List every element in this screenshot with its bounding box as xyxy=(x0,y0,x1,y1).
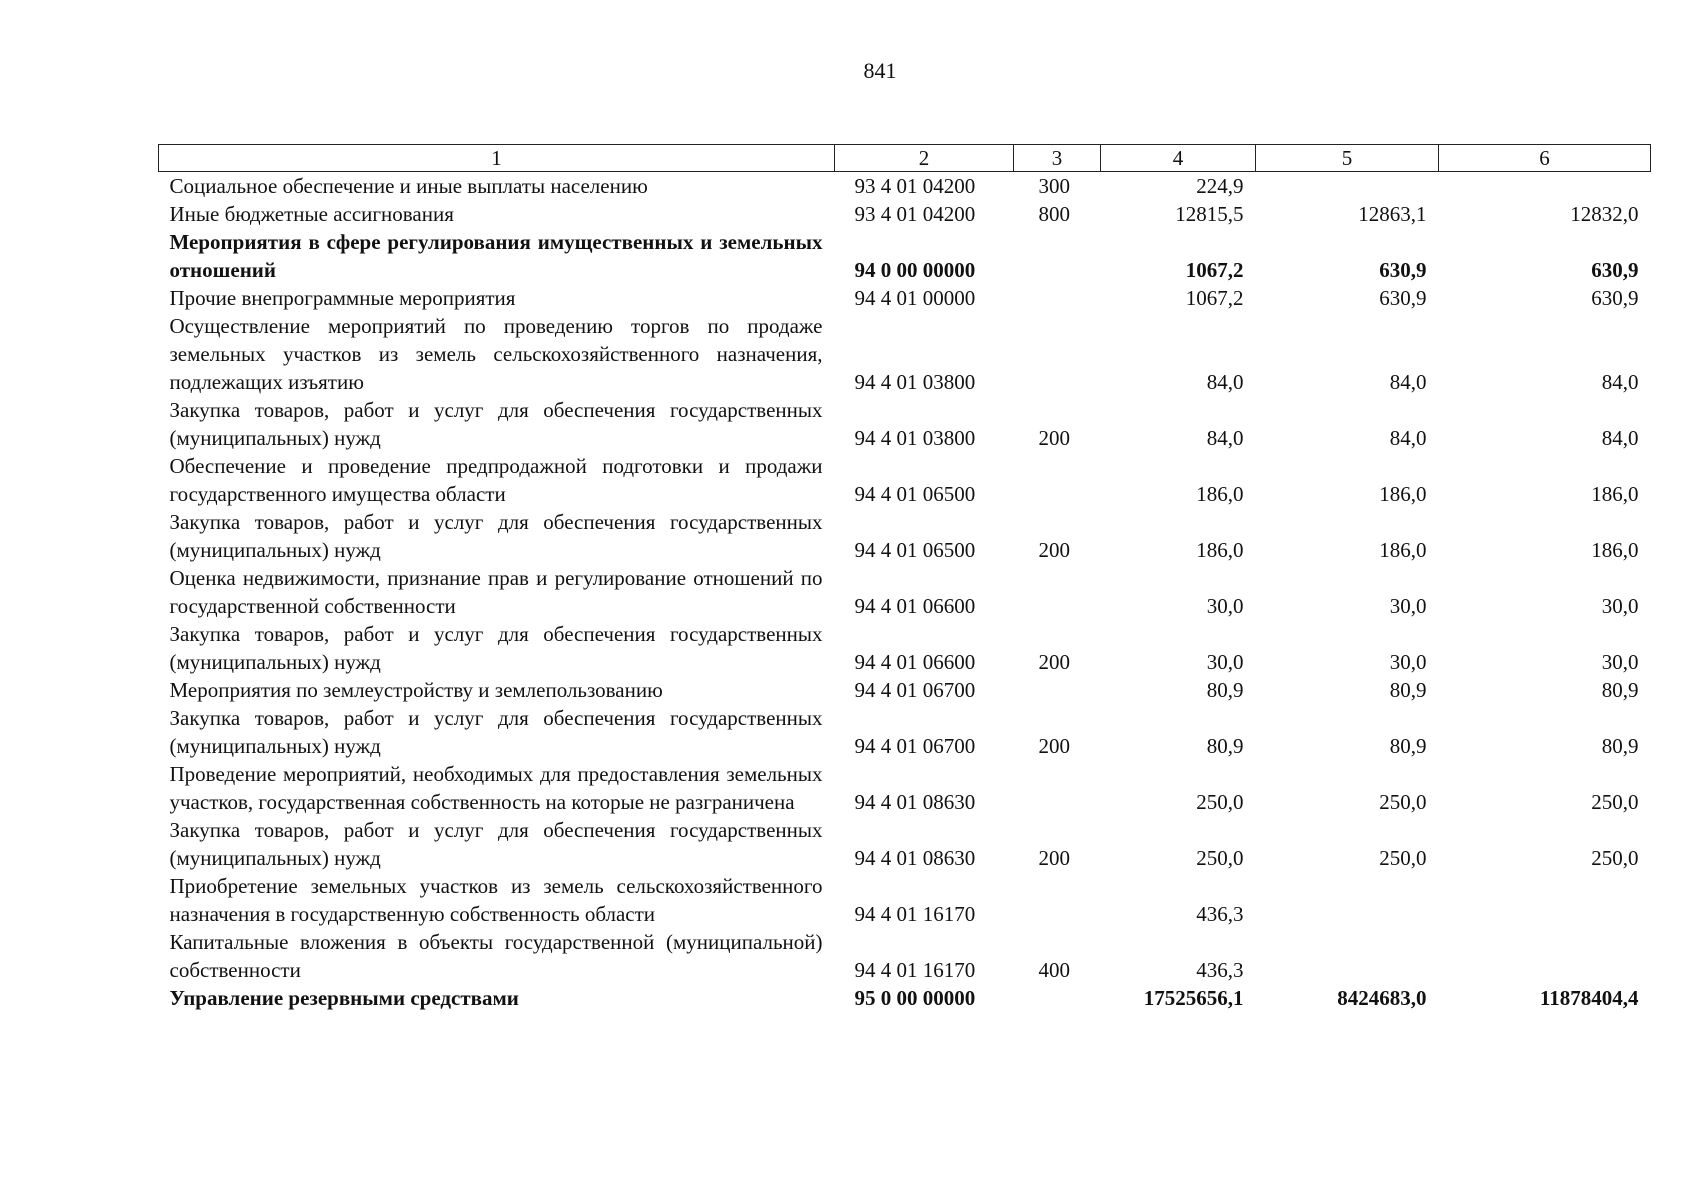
table-row xyxy=(159,172,1651,201)
amount-col-5: 84,0 xyxy=(1389,426,1427,450)
item-name: Прочие внепрограммные мероприятия xyxy=(169,286,516,310)
expense-type xyxy=(1014,312,1101,396)
budget-code: 94 4 01 06500 xyxy=(854,538,976,562)
amount-col-4: 1067,2 xyxy=(1185,286,1244,310)
budget-code: 93 4 01 04200 xyxy=(854,174,976,198)
amount-col-4: 436,3 xyxy=(1196,958,1244,982)
table-row xyxy=(159,564,1651,620)
amount-col-6: 12832,0 xyxy=(1570,202,1639,226)
table-row xyxy=(159,928,1651,984)
item-name: Обеспечение и проведение предпродажной подготовки и продажи государственного имущества области xyxy=(169,454,823,506)
budget-code: 94 0 00 00000 xyxy=(854,258,976,282)
amount-col-6 xyxy=(1439,928,1651,984)
table-body xyxy=(159,172,1651,1013)
amount-col-6: 630,9 xyxy=(1591,258,1639,282)
item-name: Иные бюджетные ассигнования xyxy=(169,202,454,226)
header-col-1: 1 xyxy=(159,145,835,172)
table-row xyxy=(159,676,1651,704)
amount-col-4: 84,0 xyxy=(1206,426,1244,450)
expense-type xyxy=(1014,676,1101,704)
header-col-5: 5 xyxy=(1256,145,1439,172)
budget-code: 94 4 01 06700 xyxy=(854,678,976,702)
budget-code: 94 4 01 00000 xyxy=(854,286,976,310)
amount-col-5 xyxy=(1256,172,1439,201)
amount-col-6: 80,9 xyxy=(1601,678,1639,702)
expense-type xyxy=(1014,564,1101,620)
expense-type: 200 xyxy=(1038,538,1070,562)
amount-col-4: 436,3 xyxy=(1196,902,1244,926)
amount-col-6: 84,0 xyxy=(1601,426,1639,450)
amount-col-5: 630,9 xyxy=(1379,258,1427,282)
budget-code: 94 4 01 16170 xyxy=(854,902,976,926)
amount-col-5: 84,0 xyxy=(1389,370,1427,394)
header-col-4: 4 xyxy=(1101,145,1256,172)
item-name: Капитальные вложения в объекты государственной (муниципальной) собственности xyxy=(169,930,823,982)
amount-col-6: 30,0 xyxy=(1601,594,1639,618)
amount-col-4: 17525656,1 xyxy=(1143,986,1244,1010)
amount-col-4: 224,9 xyxy=(1196,174,1244,198)
table-row xyxy=(159,312,1651,396)
header-col-2: 2 xyxy=(835,145,1014,172)
amount-col-5: 186,0 xyxy=(1379,482,1427,506)
page-number: 841 xyxy=(863,58,897,83)
budget-code: 94 4 01 16170 xyxy=(854,958,976,982)
amount-col-6: 250,0 xyxy=(1591,846,1639,870)
amount-col-4: 186,0 xyxy=(1196,538,1244,562)
amount-col-5: 630,9 xyxy=(1379,286,1427,310)
amount-col-6 xyxy=(1439,172,1651,201)
amount-col-6: 30,0 xyxy=(1601,650,1639,674)
table-row xyxy=(159,200,1651,228)
table-row xyxy=(159,760,1651,816)
expense-type xyxy=(1014,284,1101,312)
expense-type: 300 xyxy=(1038,174,1070,198)
budget-code: 94 4 01 06500 xyxy=(854,482,976,506)
table-row xyxy=(159,508,1651,564)
amount-col-4: 80,9 xyxy=(1206,678,1244,702)
expense-type: 200 xyxy=(1038,846,1070,870)
amount-col-6: 186,0 xyxy=(1591,538,1639,562)
header-row xyxy=(159,145,1651,172)
amount-col-4: 80,9 xyxy=(1206,734,1244,758)
item-name: Приобретение земельных участков из земель сельскохозяйственного назначения в государственную собственность области xyxy=(169,874,823,926)
amount-col-5: 30,0 xyxy=(1389,650,1427,674)
amount-col-5: 30,0 xyxy=(1389,594,1427,618)
item-name: Оценка недвижимости, признание прав и регулирование отношений по государственной собственности xyxy=(169,566,823,618)
budget-code: 94 4 01 06600 xyxy=(854,650,976,674)
table-row xyxy=(159,284,1651,312)
budget-code: 94 4 01 08630 xyxy=(854,790,976,814)
table-row xyxy=(159,704,1651,760)
amount-col-4: 1067,2 xyxy=(1185,258,1244,282)
expense-type xyxy=(1014,872,1101,928)
table-row xyxy=(159,228,1651,284)
expense-type xyxy=(1014,984,1101,1012)
budget-code: 93 4 01 04200 xyxy=(854,202,976,226)
budget-code: 94 4 01 08630 xyxy=(854,846,976,870)
amount-col-4: 186,0 xyxy=(1196,482,1244,506)
amount-col-5 xyxy=(1256,928,1439,984)
header-col-3: 3 xyxy=(1014,145,1101,172)
amount-col-6: 11878404,4 xyxy=(1539,986,1639,1010)
budget-code: 95 0 00 00000 xyxy=(854,986,976,1010)
table-row xyxy=(159,816,1651,872)
table-row xyxy=(159,984,1651,1012)
amount-col-5: 8424683,0 xyxy=(1337,986,1427,1010)
expense-type xyxy=(1014,228,1101,284)
expense-type: 800 xyxy=(1038,202,1070,226)
amount-col-5: 186,0 xyxy=(1379,538,1427,562)
amount-col-6: 80,9 xyxy=(1601,734,1639,758)
table-row xyxy=(159,620,1651,676)
item-name: Закупка товаров, работ и услуг для обеспечения государственных (муниципальных) нужд xyxy=(169,818,823,870)
amount-col-5: 250,0 xyxy=(1379,846,1427,870)
table-row xyxy=(159,452,1651,508)
amount-col-4: 30,0 xyxy=(1206,650,1244,674)
expense-type: 200 xyxy=(1038,650,1070,674)
amount-col-6: 630,9 xyxy=(1591,286,1639,310)
amount-col-4: 84,0 xyxy=(1206,370,1244,394)
amount-col-5: 80,9 xyxy=(1389,734,1427,758)
table-header xyxy=(159,145,1651,172)
item-name: Мероприятия в сфере регулирования имущественных и земельных отношений xyxy=(169,230,823,282)
amount-col-5 xyxy=(1256,872,1439,928)
amount-col-6: 250,0 xyxy=(1591,790,1639,814)
amount-col-5: 12863,1 xyxy=(1358,202,1427,226)
amount-col-6: 186,0 xyxy=(1591,482,1639,506)
item-name: Проведение мероприятий, необходимых для предоставления земельных участков, государственная собственность на которые не разграничена xyxy=(169,762,823,814)
header-col-6: 6 xyxy=(1439,145,1651,172)
budget-code: 94 4 01 06700 xyxy=(854,734,976,758)
item-name: Закупка товаров, работ и услуг для обеспечения государственных (муниципальных) нужд xyxy=(169,706,823,758)
amount-col-4: 12815,5 xyxy=(1175,202,1244,226)
amount-col-5: 250,0 xyxy=(1379,790,1427,814)
expense-type: 400 xyxy=(1038,958,1070,982)
amount-col-4: 30,0 xyxy=(1206,594,1244,618)
item-name: Закупка товаров, работ и услуг для обеспечения государственных (муниципальных) нужд xyxy=(169,398,823,450)
amount-col-5: 80,9 xyxy=(1389,678,1427,702)
expense-type: 200 xyxy=(1038,426,1070,450)
item-name: Закупка товаров, работ и услуг для обеспечения государственных (муниципальных) нужд xyxy=(169,622,823,674)
table-row xyxy=(159,396,1651,452)
budget-table xyxy=(158,144,1651,1012)
item-name: Осуществление мероприятий по проведению торгов по продаже земельных участков из земель сельскохозяйственного назначения, подлежащих изъятию xyxy=(169,314,823,394)
amount-col-6: 84,0 xyxy=(1601,370,1639,394)
item-name: Управление резервными средствами xyxy=(169,986,519,1010)
budget-code: 94 4 01 03800 xyxy=(854,426,976,450)
amount-col-4: 250,0 xyxy=(1196,846,1244,870)
expense-type xyxy=(1014,452,1101,508)
item-name: Мероприятия по землеустройству и землепользованию xyxy=(169,678,663,702)
amount-col-4: 250,0 xyxy=(1196,790,1244,814)
table-row xyxy=(159,872,1651,928)
item-name: Социальное обеспечение и иные выплаты населению xyxy=(169,174,648,198)
budget-code: 94 4 01 03800 xyxy=(854,370,976,394)
budget-code: 94 4 01 06600 xyxy=(854,594,976,618)
expense-type: 200 xyxy=(1038,734,1070,758)
item-name: Закупка товаров, работ и услуг для обеспечения государственных (муниципальных) нужд xyxy=(169,510,823,562)
expense-type xyxy=(1014,760,1101,816)
amount-col-6 xyxy=(1439,872,1651,928)
